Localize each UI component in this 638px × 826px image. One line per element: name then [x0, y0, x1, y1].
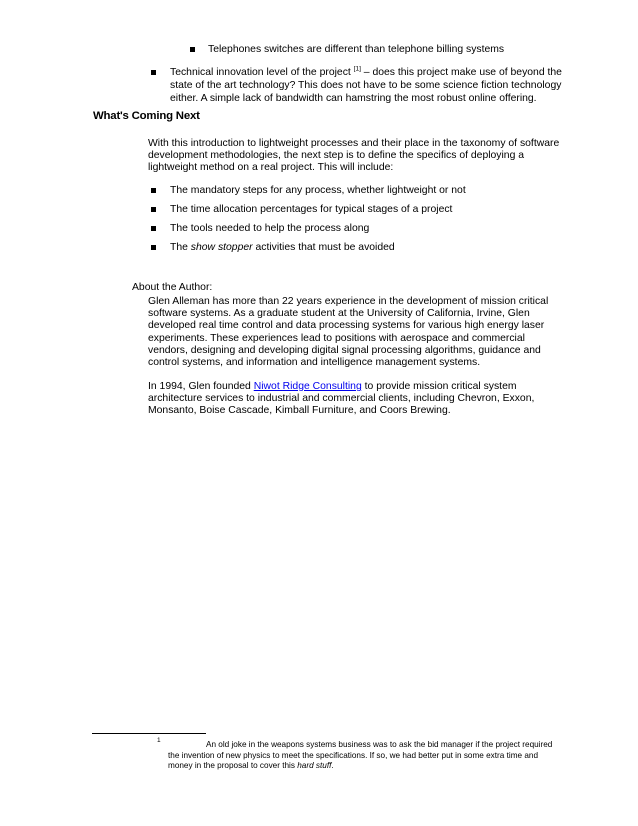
founded-prefix: In 1994, Glen founded [148, 381, 254, 392]
bullet-marker [151, 207, 156, 212]
founded-line: architecture services to industrial and commercial clients, including Chevron, Exxon, [148, 393, 535, 405]
company-link[interactable]: Niwot Ridge Consulting [253, 381, 362, 392]
section-heading: What's Coming Next [93, 110, 200, 122]
bullet-marker [151, 188, 156, 193]
bullet-marker [151, 226, 156, 231]
footnote-separator [92, 733, 206, 734]
footnote-line3-suffix: . [331, 761, 334, 771]
bio-line: control systems, and information and intelligence management systems. [148, 357, 481, 369]
section-bullet-4 [170, 241, 395, 254]
founded-line: Monsanto, Boise Cascade, Kimball Furniture, and Coors Brewing. [148, 405, 451, 417]
section-bullet-2: The time allocation percentages for typical stages of a project [170, 204, 453, 215]
bullet-4-prefix: The [170, 242, 191, 253]
section-bullet-1: The mandatory steps for any process, whether lightweight or not [170, 185, 466, 196]
footnote-marker: 1 [157, 737, 161, 744]
intro-line: lightweight method on a real project. This will include: [148, 162, 394, 174]
author-bio [148, 296, 568, 369]
footnote-line: An old joke in the weapons systems business was to ask the bid manager if the project required [206, 740, 553, 749]
bio-line: vendors, designing and developing digital signal processing algorithms, guidance and [148, 344, 541, 356]
intro-line: With this introduction to lightweight processes and their place in the taxonomy of software [148, 138, 560, 149]
nested-bullet-text: Telephones switches are different than telephone billing systems [208, 44, 505, 55]
bullet-4-suffix: activities that must be avoided [252, 242, 395, 253]
section-intro [148, 138, 568, 175]
bio-line: experiments. These experiences lead to positions with aerospace and commercial [148, 332, 525, 344]
footnote-line: the invention of new physics to meet the specifications. If so, we had better put in some extra time and [168, 750, 539, 760]
founded-suffix: to provide mission critical system [361, 381, 517, 392]
footnote-reference[interactable]: [1] [353, 65, 361, 73]
bio-line: Glen Alleman has more than 22 years experience in the development of mission critical [148, 296, 549, 307]
bullet-marker [151, 245, 156, 250]
intro-line: development methodologies, the next step is to define the specifics of deploying a [148, 150, 525, 162]
author-label: About the Author: [132, 282, 213, 293]
technical-innovation-rest: – does this project make use of beyond the [360, 67, 562, 78]
footnote-line3-prefix: money in the proposal to cover this [168, 761, 298, 771]
bullet-marker [151, 70, 156, 75]
footnote-emphasis: hard stuff [297, 761, 332, 771]
technical-innovation-line3: either. A simple lack of bandwidth can hamstring the most robust online offering. [170, 93, 537, 105]
technical-innovation-prefix: Technical innovation level of the project [170, 67, 354, 78]
bio-line: software systems. As a graduate student at the University of California, Irvine, Glen [148, 308, 530, 320]
technical-innovation-bullet [170, 66, 590, 106]
author-founded-paragraph [148, 381, 568, 418]
footnote-text [168, 740, 558, 772]
bullet-marker [190, 47, 195, 52]
bio-line: developed real time control and data processing systems for various high energy laser [148, 320, 545, 332]
section-bullet-3: The tools needed to help the process along [170, 223, 370, 234]
technical-innovation-line2: state of the art technology? This does not have to be some science fiction technology [170, 80, 562, 92]
bullet-4-emphasis: show stopper [190, 242, 253, 253]
